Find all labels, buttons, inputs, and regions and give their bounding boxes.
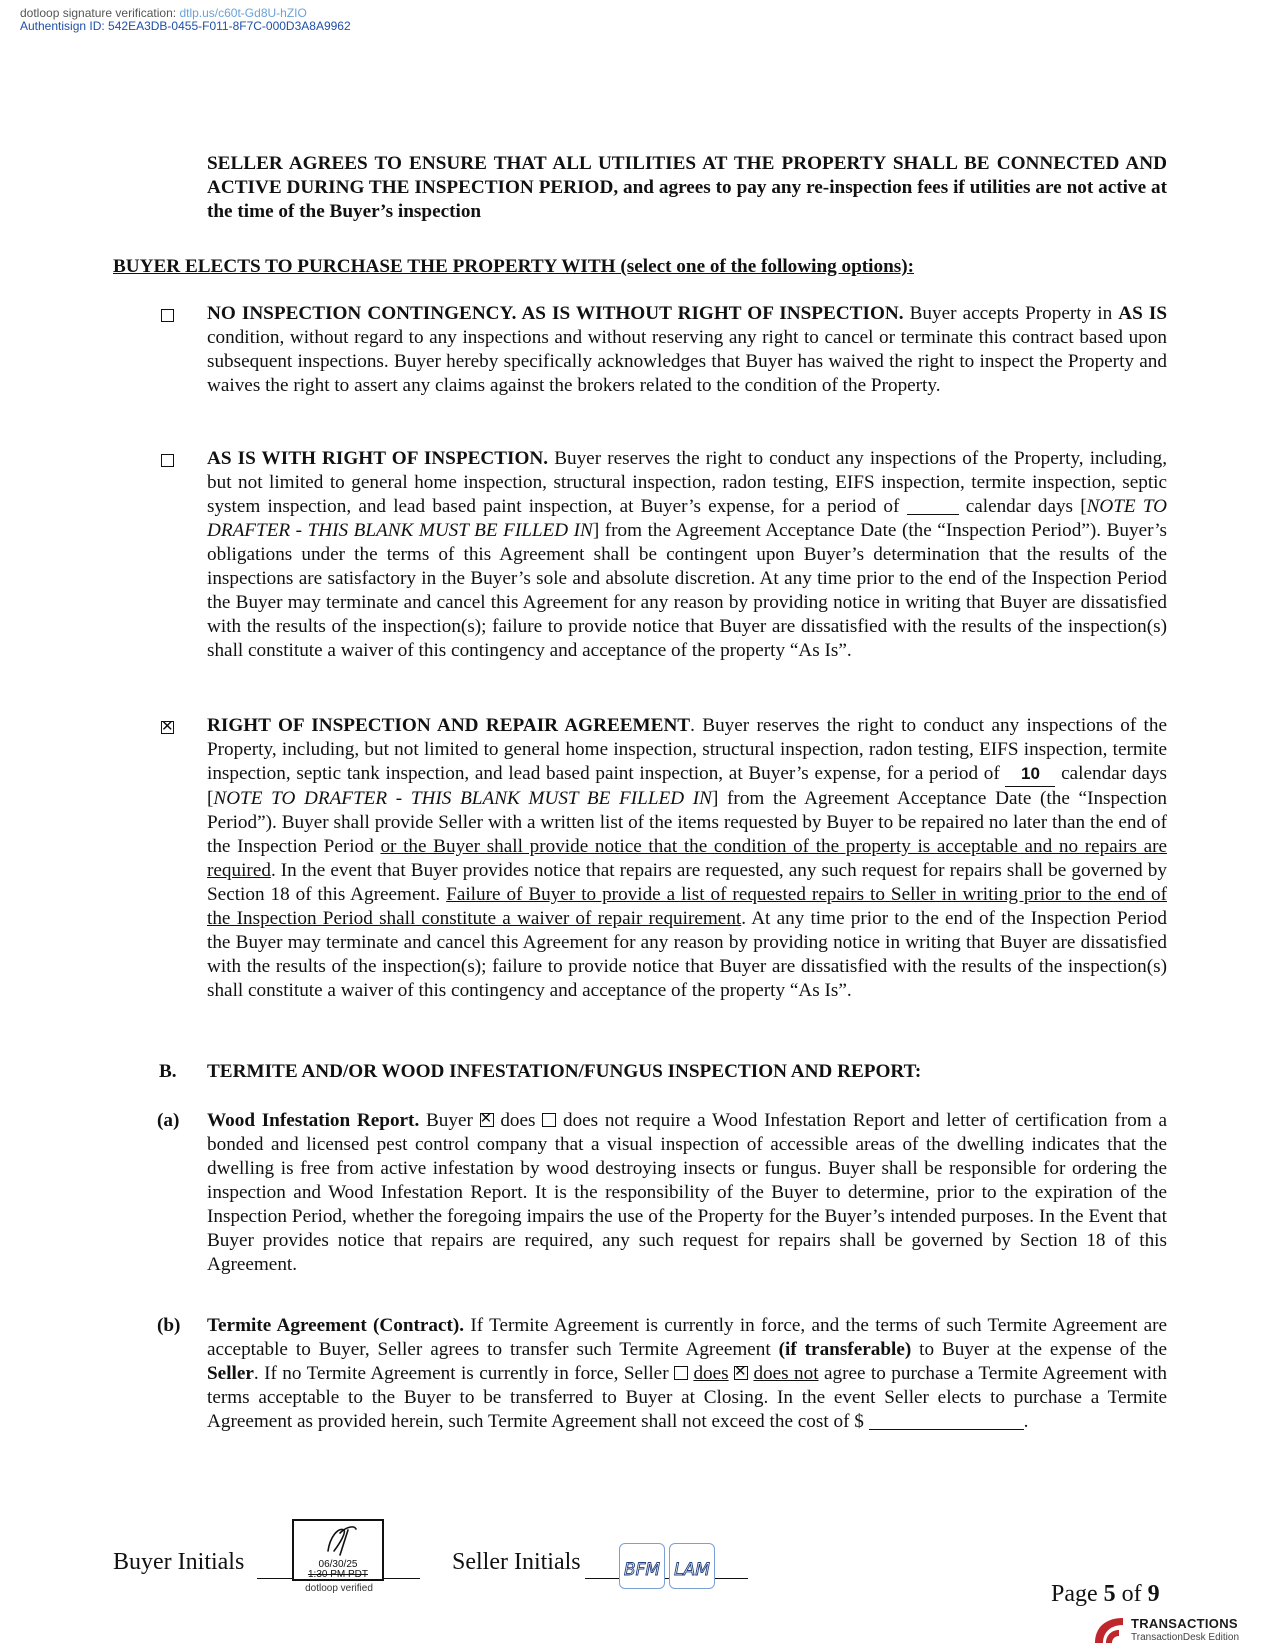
as-is-inspection-checkbox[interactable]	[161, 454, 174, 467]
as-is-inspection-text-3: ] from the Agreement Acceptance Date (the “Inspection Period”). Buyer’s obligations under the terms of this Agreement shall be contingent upon Buyer’s determination that the results of the inspections are satisfactory in the Buyer’s sole and absolute discretion. At any time prior to the end of the Inspection Period the Buyer may terminate and cancel this Agreement for any reason by providing notice in writing that Buyer are dissatisfied with the results of the inspection(s); failure to provide notice that Buyer are dissatisfied with the results of the inspection(s) shall constitute a waiver of this contingency and acceptance of the property “As Is”.	[207, 520, 1167, 661]
verification-label: dotloop signature verification:	[20, 6, 177, 20]
seller-initials-2[interactable]	[669, 1543, 715, 1589]
wood-report-paragraph	[207, 1109, 1167, 1277]
wood-does-not-checkbox[interactable]	[542, 1113, 556, 1127]
page-prefix: Page	[1051, 1581, 1104, 1607]
page-number	[1051, 1580, 1160, 1608]
seller-initials-1[interactable]	[619, 1543, 665, 1589]
no-inspection-title: NO INSPECTION CONTINGENCY. AS IS WITHOUT RIGHT OF INSPECTION.	[207, 303, 904, 324]
buyer-initials-signature[interactable]	[292, 1519, 384, 1581]
drafter-note: NOTE TO DRAFTER - THIS BLANK MUST BE FILLED IN	[207, 496, 1167, 541]
seller-initials-1-text: BFM	[623, 1560, 661, 1580]
repair-underlined-1: or the Buyer shall provide notice that the condition of the property is acceptable and no repairs are required	[207, 836, 1167, 881]
wood-report-text-1: Buyer	[419, 1110, 480, 1131]
termite-paragraph	[207, 1314, 1167, 1434]
repair-agreement-title: RIGHT OF INSPECTION AND REPAIR AGREEMENT	[207, 715, 691, 736]
page-current: 5	[1103, 1581, 1116, 1607]
initials-scribble-icon	[620, 1544, 664, 1588]
seller-initials-line	[585, 1578, 748, 1579]
verification-link[interactable]: dtlp.us/c60t-Gd8U-hZIO	[179, 6, 307, 20]
as-is-inspection-option	[207, 447, 1167, 663]
termite-text-1: If Termite Agreement is currently in force, and the terms of such Termite Agreement are acceptable to Buyer, Seller agrees to transfer such Termite Agreement	[207, 1315, 1168, 1360]
wood-report-title: Wood Infestation Report.	[207, 1110, 420, 1131]
as-is-inspection-text-2: calendar days [	[958, 496, 1087, 517]
repair-text-2: calendar days [	[207, 763, 1167, 809]
no-inspection-text-1: Buyer accepts Property in	[903, 303, 1119, 324]
repair-text-5: . At any time prior to the end of the Inspection Period the Buyer may terminate and cancel this Agreement for any reason by providing notice in writing that Buyer are dissatisfied with the results of the inspection(s); failure to provide notice that Buyer are dissatisfied with the results of the inspection(s) shall constitute a waiver of this contingency and acceptance of the property “As Is”.	[207, 908, 1167, 1001]
termite-cost-blank[interactable]	[869, 1412, 1024, 1430]
checked-x-icon: ✕	[161, 717, 174, 735]
termite-text-2: to Buyer at the expense of the	[911, 1339, 1167, 1360]
as-is-inspection-text-1: Buyer reserves the right to conduct any inspections of the Property, including, but not limited to general home inspection, structural inspection, radon testing, EIFS inspection, termite inspection, septic system inspection, and lead based paint inspection, at Buyer’s expense, for a period of	[207, 448, 1167, 517]
utilities-clause: SELLER AGREES TO ENSURE THAT ALL UTILITIES AT THE PROPERTY SHALL BE CONNECTED AND ACTIVE DURING THE INSPECTION PERIOD, and agrees to pay any re-inspection fees if utilities are not active at the time of the Buyer’s inspection	[207, 153, 1167, 222]
repair-text-1: . Buyer reserves the right to conduct any inspections of the Property, including, but not limited to general home inspection, structural inspection, radon testing, EIFS inspection, termite inspection, septic tank inspection, and lead based paint inspection, at Buyer’s expense, for a period of	[207, 715, 1167, 784]
checked-x-icon: ✕	[479, 1109, 493, 1127]
termite-does-not-label: does not	[753, 1363, 819, 1384]
termite-text-4: agree to purchase a Termite Agreement with terms acceptable to the Buyer to be transferred to Buyer at Closing. In the event Seller elects to purchase a Termite Agreement as provided herein, such Termite Agreement shall not exceed the cost of $	[207, 1363, 1167, 1432]
as-is-days-blank[interactable]	[907, 497, 959, 515]
termite-title: Termite Agreement (Contract).	[207, 1315, 465, 1336]
no-inspection-checkbox[interactable]	[161, 309, 174, 322]
repair-agreement-option	[207, 714, 1167, 1003]
wood-report-marker: (a)	[157, 1110, 180, 1131]
page-total: 9	[1147, 1581, 1160, 1607]
authentisign-id: Authentisign ID: 542EA3DB-0455-F011-8F7C-000D3A8A9962	[20, 19, 351, 33]
signature-scribble-icon	[294, 1521, 382, 1561]
seller-initials-label: Seller Initials	[452, 1549, 581, 1575]
buyer-initials-label: Buyer Initials	[113, 1549, 245, 1575]
repair-underlined-2: Failure of Buyer to provide a list of requested repairs to Seller in writing prior to the end of the Inspection Period shall constitute a waiver of repair requirement	[207, 884, 1167, 929]
checked-x-icon: ✕	[734, 1362, 747, 1380]
wood-does-checkbox[interactable]	[479, 1109, 494, 1127]
seller-term: Seller	[207, 1363, 254, 1384]
termite-does-checkbox[interactable]	[674, 1366, 688, 1380]
signature-time: 1:30 PM PDT	[307, 1569, 369, 1580]
section-b-title: TERMITE AND/OR WOOD INFESTATION/FUNGUS INSPECTION AND REPORT:	[207, 1061, 922, 1082]
no-inspection-text-2: condition, without regard to any inspections and without reserving any right to cancel or terminate this contract based upon subsequent inspections. Buyer hereby specifically acknowledges that Buyer has waived the right to inspect the Property and waives the right to assert any claims against the brokers related to the condition of the Property.	[207, 327, 1167, 396]
brand-name: TRANSACTIONS	[1131, 1616, 1238, 1631]
termite-does-label: does	[693, 1363, 729, 1384]
termite-does-not-checkbox[interactable]	[734, 1362, 748, 1380]
repair-text-3: ] from the Agreement Acceptance Date (the “Inspection Period”). Buyer shall provide Seller with a written list of the items requested by Buyer to be repaired no later than the end of the Inspection Period	[207, 788, 1167, 857]
as-is-inspection-title: AS IS WITH RIGHT OF INSPECTION.	[207, 448, 549, 469]
section-b-marker: B.	[159, 1061, 177, 1082]
no-inspection-option	[207, 302, 1167, 398]
initials-scribble-icon	[670, 1544, 714, 1588]
signature-date: 06/30/25	[318, 1559, 358, 1570]
dotloop-verified-label: dotloop verified	[305, 1583, 373, 1594]
repair-days-field[interactable]: 10	[1005, 762, 1055, 787]
wood-does-label: does	[493, 1110, 543, 1131]
wood-report-text-2: does not require a Wood Infestation Report and letter of certification from a bonded and licensed pest control company that a visual inspection of accessible areas of the dwelling indicates that the dwelling is free from active infestation by wood destroying insects or fungus. Buyer shall be responsible for ordering the inspection and Wood Infestation Report. It is the responsibility of the Buyer to determine, prior to the expiration of the Inspection Period, whether the foregoing impairs the use of the Property for the Buyer’s intended purposes. In the Event that Buyer provides notice that repairs are required, any such request for repairs shall be governed by Section 18 of this Agreement.	[207, 1110, 1168, 1275]
termite-text-5: .	[1023, 1411, 1029, 1432]
repair-text-4: . In the event that Buyer provides notice that repairs are requested, any such request for repairs shall be governed by Section 18 of this Agreement.	[207, 860, 1167, 905]
drafter-note: NOTE TO DRAFTER - THIS BLANK MUST BE FILLED IN	[213, 788, 712, 809]
if-transferable: (if transferable)	[778, 1339, 912, 1360]
seller-initials-2-text: LAM	[674, 1560, 710, 1580]
elect-heading: BUYER ELECTS TO PURCHASE THE PROPERTY WITH (select one of the following options):	[113, 256, 915, 277]
as-is-term: AS IS	[1118, 303, 1168, 324]
repair-agreement-checkbox[interactable]	[161, 717, 174, 735]
page-sep: of	[1115, 1581, 1148, 1607]
transactions-logo-icon	[1092, 1615, 1126, 1645]
brand-subtitle: TransactionDesk Edition	[1131, 1632, 1240, 1643]
termite-text-3: . If no Termite Agreement is currently in force, Seller	[253, 1363, 675, 1384]
termite-marker: (b)	[157, 1315, 181, 1336]
